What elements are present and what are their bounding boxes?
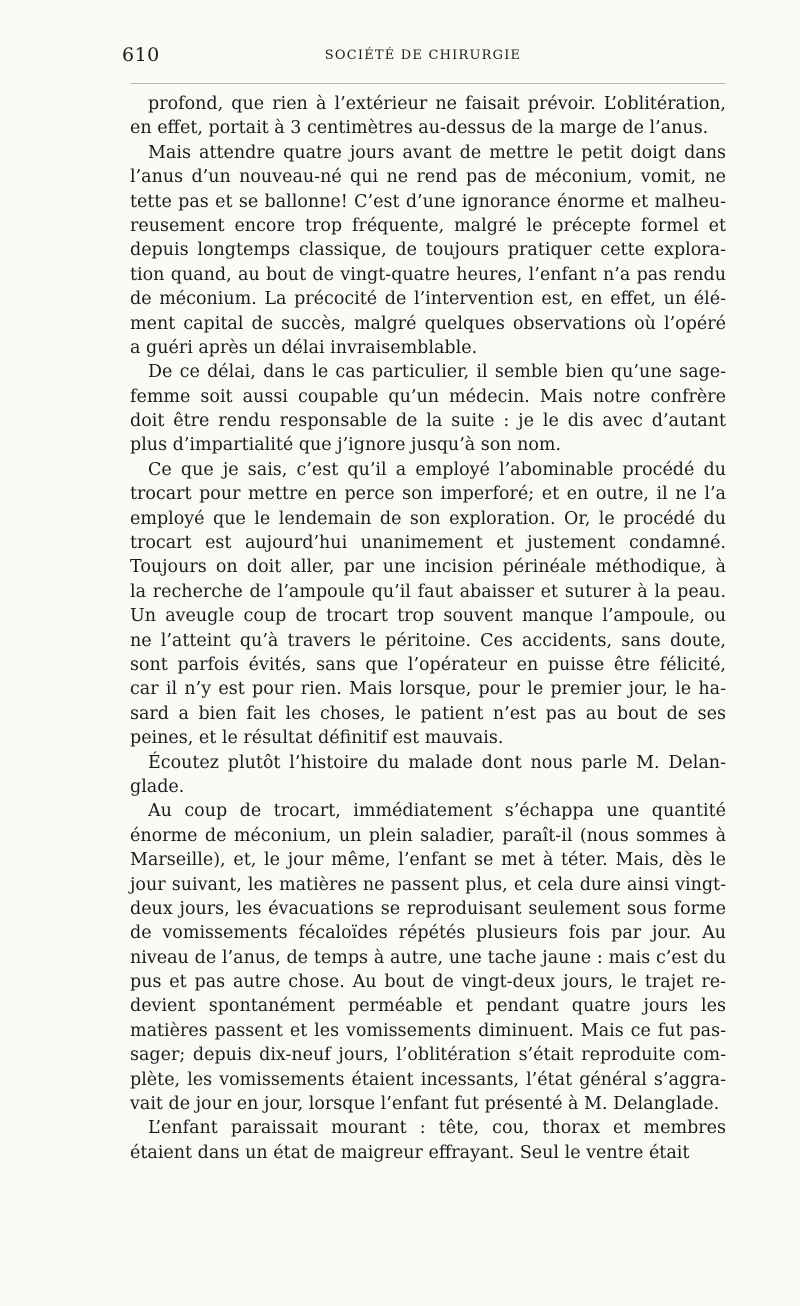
text-line: Écoutez plutôt l’histoire du malade dont nous parle M. Delan- xyxy=(148,752,726,773)
text-line: pus et pas autre chose. Au bout de vingt-deux jours, le trajet re- xyxy=(130,972,726,993)
text-line: plète, les vomissements étaient incessants, l’état général s’aggra- xyxy=(130,1069,726,1090)
text-line: depuis longtemps classique, de toujours pratiquer cette explora- xyxy=(130,240,726,261)
text-line: énorme de méconium, un plein saladier, paraît-il (nous sommes à xyxy=(130,825,726,846)
paragraph xyxy=(130,458,726,751)
text-line: trocart pour mettre en perce son imperforé; et en outre, il ne l’a xyxy=(130,484,726,505)
text-line: de vomissements fécaloïdes répétés plusieurs fois par jour. Au xyxy=(130,923,726,944)
paragraph xyxy=(130,141,726,361)
text-line: sager; depuis dix-neuf jours, l’oblitération s’était reproduite com- xyxy=(130,1045,726,1066)
page-number: 610 xyxy=(122,44,160,66)
text-line: employé que le lendemain de son exploration. Or, le procédé du xyxy=(130,508,726,529)
text-line: sont parfois évités, sans que l’opérateur en puisse être félicité, xyxy=(130,654,726,675)
paragraph xyxy=(130,1116,726,1165)
text-line: devient spontanément perméable et pendant quatre jours les xyxy=(130,996,726,1017)
text-line: Ce que je sais, c’est qu’il a employé l’abominable procédé du xyxy=(148,459,726,480)
text-line: Un aveugle coup de trocart trop souvent manque l’ampoule, ou xyxy=(130,606,726,627)
text-line: Au coup de trocart, immédiatement s’échappa une quantité xyxy=(148,801,726,822)
paragraph xyxy=(130,799,726,1116)
paragraph xyxy=(130,92,726,141)
text-line: a guéri après un délai invraisemblable. xyxy=(130,337,478,358)
text-line: trocart est aujourd’hui unanimement et justement condamné. xyxy=(130,533,726,554)
text-line: de méconium. La précocité de l’intervention est, en effet, un élé- xyxy=(130,289,726,310)
text-line: profond, que rien à l’extérieur ne faisait prévoir. L’oblitération, xyxy=(148,94,726,114)
text-line: étaient dans un état de maigreur effrayant. Seul le ventre était xyxy=(130,1142,690,1163)
text-line: ne l’atteint qu’à travers le péritoine. Ces accidents, sans doute, xyxy=(130,630,726,651)
text-line: Toujours on doit aller, par une incision périnéale méthodique, à xyxy=(130,557,726,578)
text-line: vait de jour en jour, lorsque l’enfant fut présenté à M. Delanglade. xyxy=(130,1094,720,1115)
text-line: jour suivant, les matières ne passent plus, et cela dure ainsi vingt- xyxy=(130,874,726,895)
text-line: l’anus d’un nouveau-né qui ne rend pas de méconium, vomit, ne xyxy=(130,167,726,188)
text-line: matières passent et les vomissements diminuent. Mais ce fut pas- xyxy=(130,1020,726,1041)
running-title: SOCIÉTÉ DE CHIRURGIE xyxy=(324,48,522,63)
header-rule xyxy=(130,83,726,84)
text-line: deux jours, les évacuations se reproduisant seulement sous forme xyxy=(130,898,726,919)
text-line: car il n’y est pour rien. Mais lorsque, pour le premier jour, le ha- xyxy=(130,679,726,700)
text-line: De ce délai, dans le cas particulier, il semble bien qu’une sage- xyxy=(148,362,726,383)
text-line: niveau de l’anus, de temps à autre, une tache jaune : mais c’est du xyxy=(130,947,726,968)
text-line: ment capital de succès, malgré quelques observations où l’opéré xyxy=(130,313,726,334)
text-line: sard a bien fait les choses, le patient n’est pas au bout de ses xyxy=(130,703,726,724)
page-header xyxy=(120,44,726,74)
text-line: glade. xyxy=(130,776,185,797)
paragraph xyxy=(130,360,726,458)
text-line: doit être rendu responsable de la suite : je le dis avec d’autant xyxy=(130,411,726,432)
text-line: Mais attendre quatre jours avant de mettre le petit doigt dans xyxy=(148,142,726,163)
text-line: plus d’impartialité que j’ignore jusqu’à son nom. xyxy=(130,435,562,456)
text-line: tette pas et se ballonne! C’est d’une ignorance énorme et malheu- xyxy=(130,191,726,212)
text-line: femme soit aussi coupable qu’un médecin. Mais notre confrère xyxy=(130,386,726,407)
text-line: la recherche de l’ampoule qu’il faut abaisser et suturer à la peau. xyxy=(130,581,726,602)
text-line: L’enfant paraissait mourant : tête, cou, thorax et membres xyxy=(148,1118,726,1139)
body-text xyxy=(130,92,726,1165)
text-line: Marseille), et, le jour même, l’enfant se met à téter. Mais, dès le xyxy=(130,850,726,871)
text-line: peines, et le résultat définitif est mauvais. xyxy=(130,728,504,749)
text-line: reusement encore trop fréquente, malgré le précepte formel et xyxy=(130,215,726,236)
paragraph xyxy=(130,751,726,800)
text-line: tion quand, au bout de vingt-quatre heures, l’enfant n’a pas rendu xyxy=(130,264,726,285)
text-line: en effet, portait à 3 centimètres au-dessus de la marge de l’anus. xyxy=(130,118,709,139)
